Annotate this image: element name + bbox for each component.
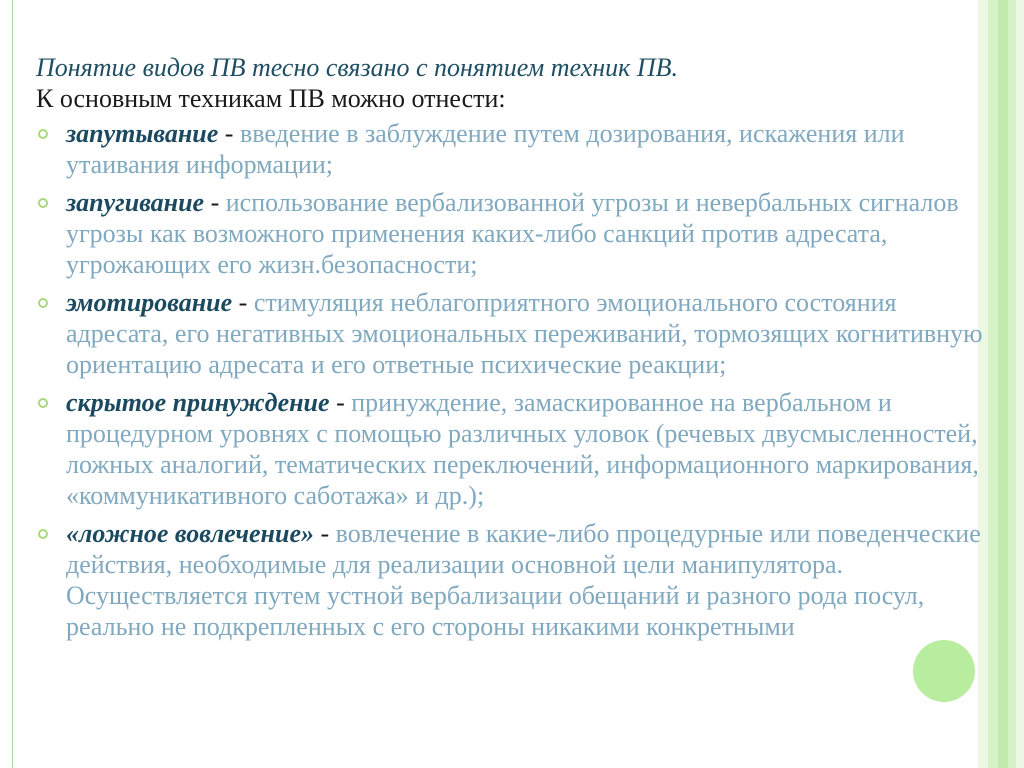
bullet-icon [38,198,48,208]
decor-stripe [1008,0,1016,768]
term-text: «ложное вовлечение» [66,519,314,548]
bullet-icon [38,129,48,139]
decor-stripe [998,0,1008,768]
decor-stripe [1016,0,1024,768]
term-text: скрытое принуждение [66,388,330,417]
lead-text: К основным техникам ПВ можно отнести: [36,84,506,113]
bullet-icon [38,398,48,408]
intro-text: Понятие видов ПВ тесно связано с понятием техник ПВ. [36,53,679,82]
list-item [36,387,986,511]
description-text: использование вербализованной угрозы и невербальных сигналов угрозы как возможного применения каких-либо санкций против адресата, угрожающих его жизн.безопасности; [66,188,959,279]
description-text: принуждение, замаскированное на вербальном и процедурном уровнях с помощью различных уловок (речевых двусмысленностей, ложных аналогий, тематических переключений, информационного маркирования, «коммуникативного саботажа» и др.); [66,388,979,510]
dash-text: - [329,388,352,417]
accent-circle [913,640,975,702]
bullet-icon [38,529,48,539]
description-text: стимуляция неблагоприятного эмоционального состояния адресата, его негативных эмоциональных переживаний, тормозящих когнитивную ориентацию адресата и его ответные психические реакции; [66,288,983,379]
technique-list [36,118,986,642]
list-item [36,187,986,280]
term-text: запугивание [66,188,205,217]
dash-text: - [204,188,226,217]
list-item [36,287,986,380]
description-text: введение в заблуждение путем дозирования, искажения или утаивания информации; [66,119,905,179]
term-text: запутывание [66,119,219,148]
dash-text: - [313,519,336,548]
decor-stripe [988,0,998,768]
slide-content [36,52,986,649]
description-text: вовлечение в какие-либо процедурные или поведенческие действия, необходимые для реализации основной цели манипулятора. Осуществляется путем устной вербализации обещаний и разного рода посул, реально не подкрепленных с его стороны никакими конкретными [66,519,981,641]
dash-text: - [218,119,240,148]
bullet-icon [38,298,48,308]
list-item [36,118,986,180]
frame-line [12,0,13,768]
term-text: эмотирование [66,288,233,317]
list-item [36,518,986,642]
dash-text: - [232,288,254,317]
